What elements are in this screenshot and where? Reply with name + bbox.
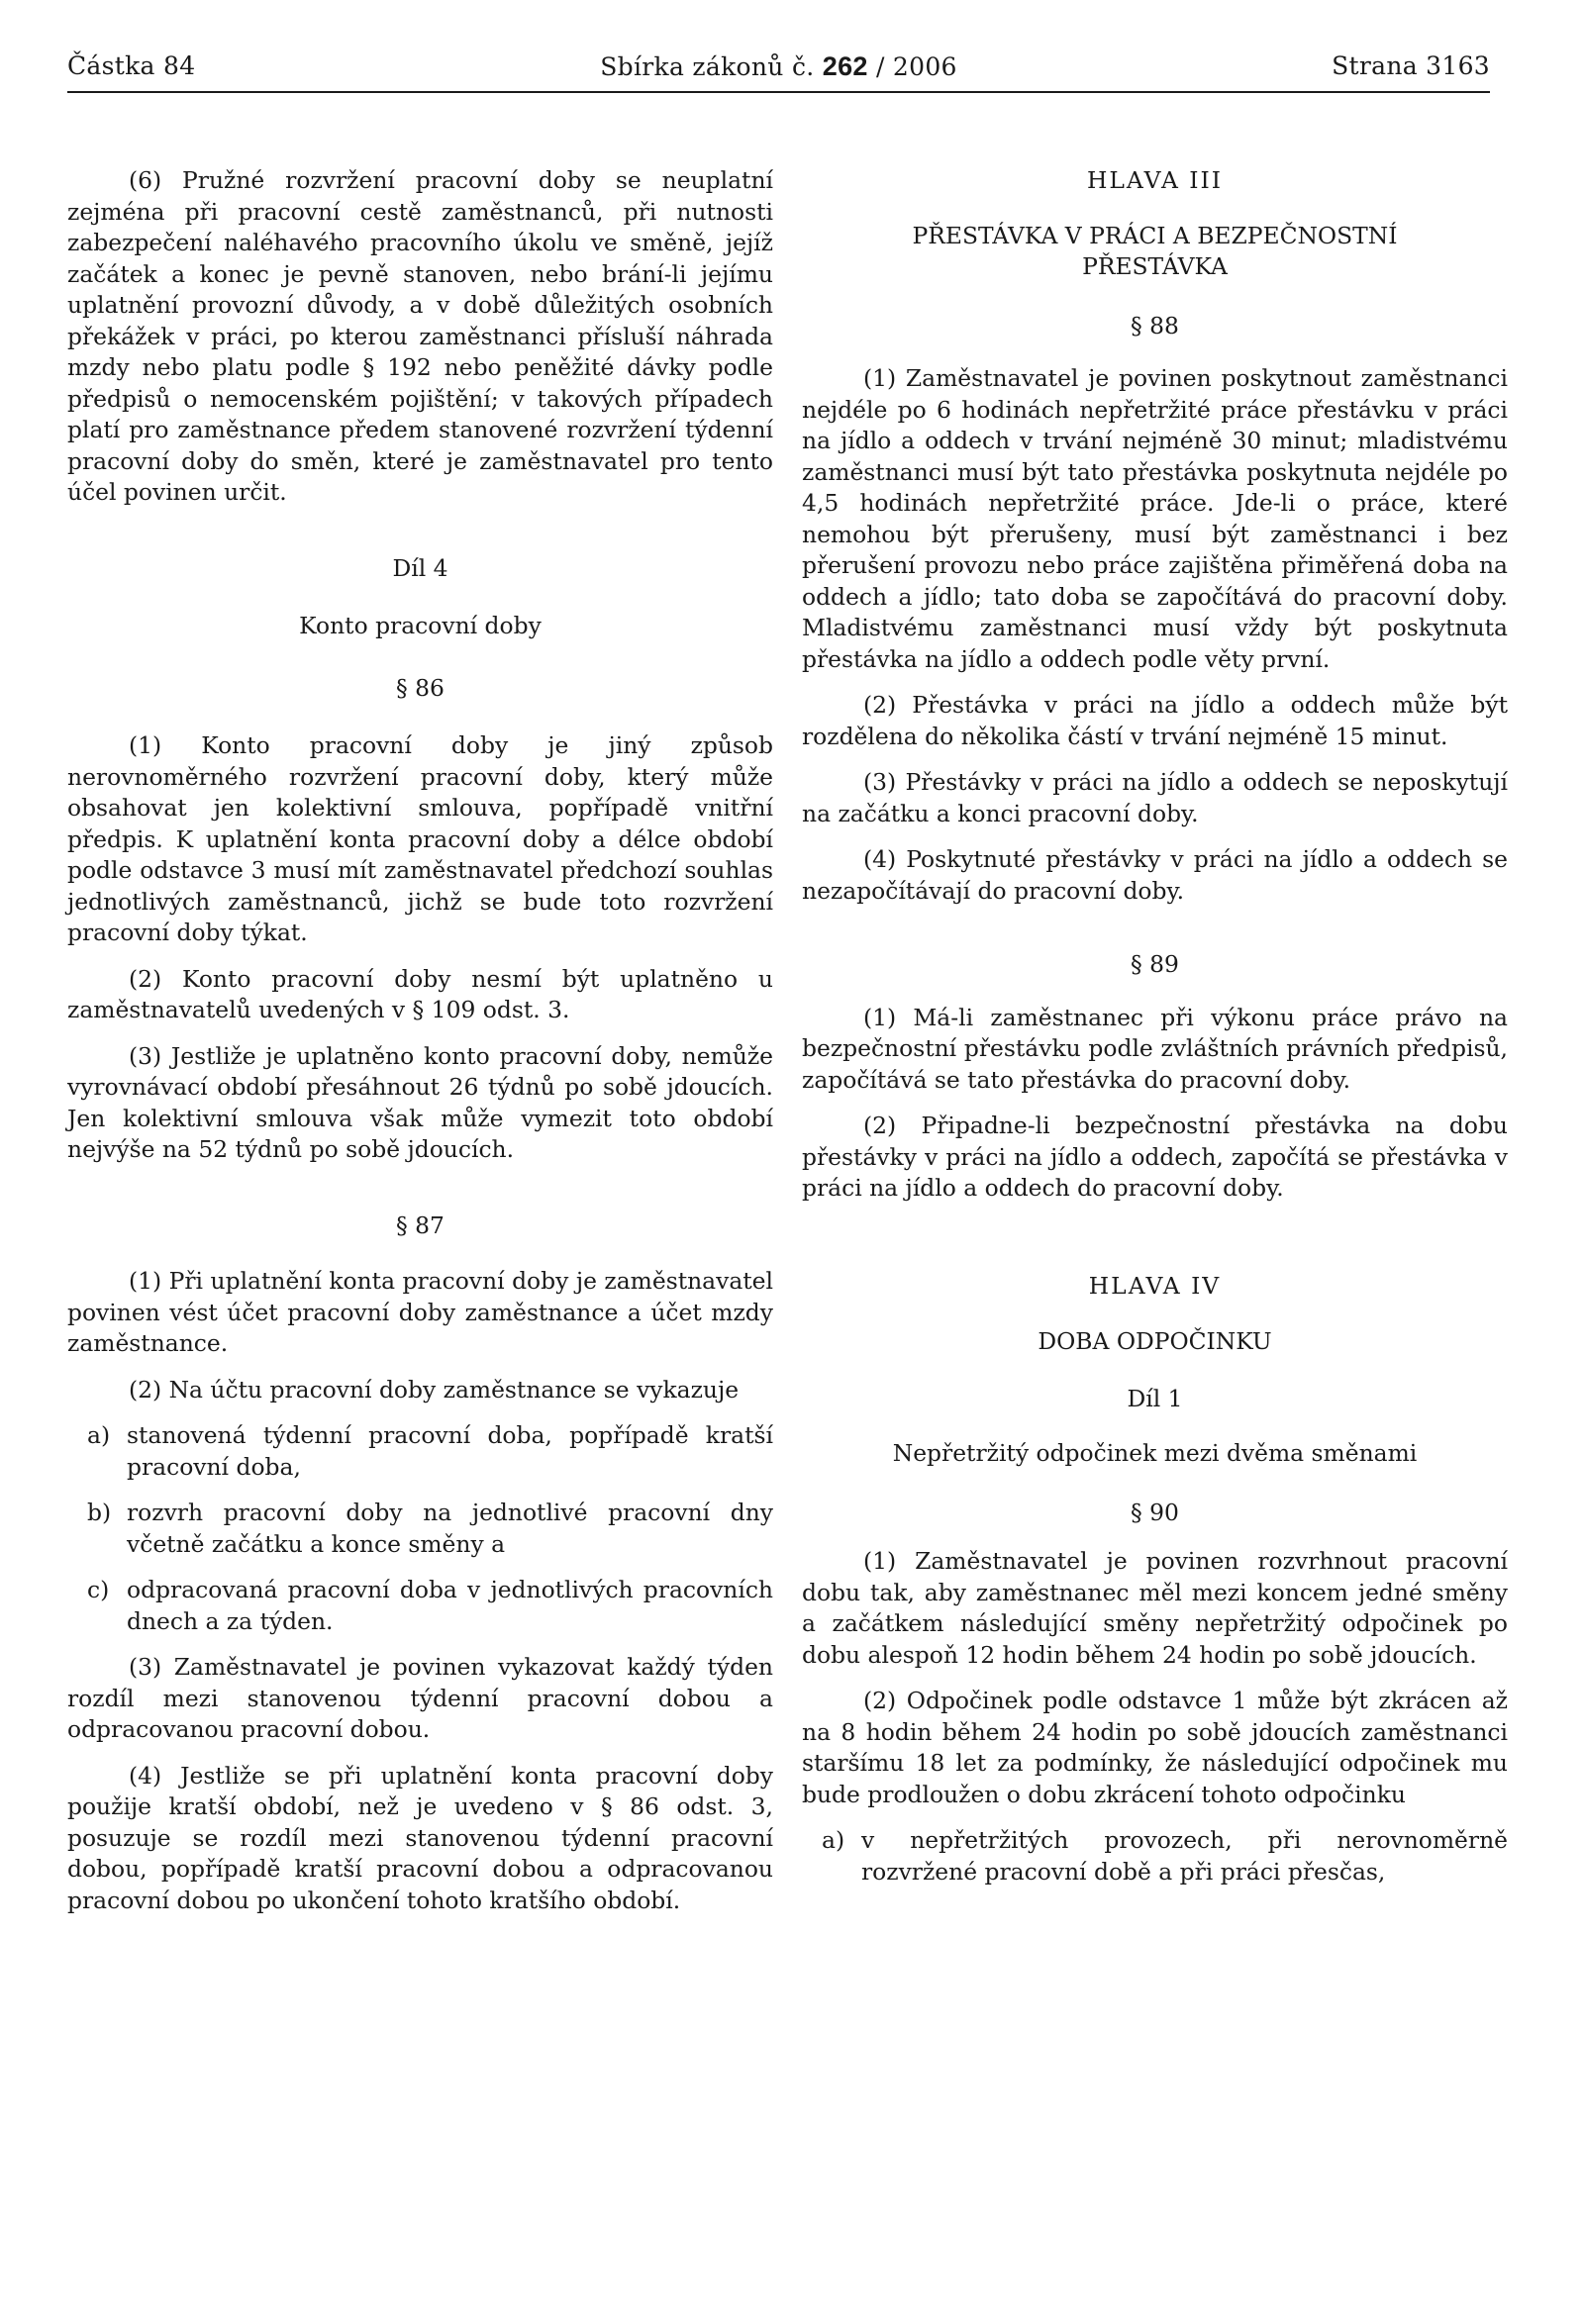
list-item-text: v nepřetržitých provozech, při nerovnoměrně rozvržené pracovní době a při práci přesčas, [861, 1826, 1508, 1886]
paragraph-88-2: (2) Přestávka v práci na jídlo a oddech může být rozdělena do několika částí v trvání nejméně 15 minut. [802, 691, 1508, 750]
paragraph-88-4: (4) Poskytnuté přestávky v práci na jídlo a oddech se nezapočítávají do pracovní doby. [802, 845, 1508, 905]
paragraph-89-2: (2) Připadne-li bezpečnostní přestávka na dobu přestávky v práci na jídlo a oddech, započítá se přestávka v práci na jídlo a oddech do pracovní doby. [802, 1112, 1508, 1202]
left-column [67, 165, 773, 1931]
header-part-number: Částka 84 [67, 51, 196, 80]
part-heading: Díl 4 [392, 553, 448, 582]
section-87-heading: § 87 [396, 1210, 445, 1239]
list-item [802, 1825, 1508, 1888]
header-law-number: 262 [822, 51, 868, 81]
list-item [67, 1575, 773, 1637]
part-1-title: Nepřetržitý odpočinek mezi dvěma směnami [892, 1439, 1418, 1467]
header-collection-prefix: Sbírka zákonů č. [600, 52, 815, 81]
chapter-3-title: PŘESTÁVKA V PRÁCI A BEZPEČNOSTNÍ PŘESTÁVKA [912, 221, 1398, 280]
chapter-4-heading: HLAVA IV [1088, 1271, 1222, 1300]
paragraph-87-4: (4) Jestliže se při uplatnění konta pracovní doby použije kratší období, než je uvedeno v § 86 odst. 3, posuzuje se rozdíl mezi stanovenou týdenní pracovní dobou, popřípadě kratší pracovní dobou a odpracovanou pracovní dobou po ukončení tohoto kratšího období. [67, 1761, 773, 1914]
paragraph-88-3: (3) Přestávky v práci na jídlo a oddech se neposkytují na začátku a konci pracovní doby. [802, 768, 1508, 827]
part-1-heading: Díl 1 [1127, 1384, 1183, 1412]
right-column [802, 165, 1508, 1902]
section-86-heading: § 86 [396, 673, 445, 702]
paragraph-86-3: (3) Jestliže je uplatněno konto pracovní doby, nemůže vyrovnávací období přesáhnout 26 týdnů po sobě jdoucích. Jen kolektivní smlouva však může vymezit toto období nejvýše na 52 týdnů po sobě jdoucích. [67, 1041, 773, 1163]
paragraph-86-1: (1) Konto pracovní doby je jiný způsob nerovnoměrného rozvržení pracovní doby, který může obsahovat jen kolektivní smlouva, popřípadě vnitřní předpis. K uplatnění konta pracovní doby a délce období podle odstavce 3 musí mít zaměstnavatel předchozí souhlas jednotlivých zaměstnanců, jichž se bude toto rozvržení pracovní doby týkat. [67, 731, 773, 946]
section-90-heading: § 90 [1131, 1498, 1179, 1526]
header-page-number: Strana 3163 [1332, 51, 1490, 80]
part-title: Konto pracovní doby [299, 612, 542, 639]
list-item-text: odpracovaná pracovní doba v jednotlivých pracovních dnech a za týden. [127, 1576, 773, 1635]
list-item-letter: b) [87, 1499, 112, 1526]
paragraph-90-2: (2) Odpočinek podle odstavce 1 může být zkrácen až na 8 hodin během 24 hodin po sobě jdoucích zaměstnanci staršímu 18 let za podmínky, že následující odpočinek mu bude prodloužen o dobu zkrácení tohoto odpočinku [802, 1687, 1508, 1808]
section-89-heading: § 89 [1131, 950, 1179, 978]
list-item-letter: a) [822, 1826, 845, 1854]
list-item [67, 1420, 773, 1483]
header-collection [67, 51, 1490, 82]
paragraph-89-1: (1) Má-li zaměstnanec při výkonu práce právo na bezpečnostní přestávku podle zvláštních právních předpisů, započítává se tato přestávka do pracovní doby. [802, 1003, 1508, 1094]
paragraph-87-3: (3) Zaměstnavatel je povinen vykazovat každý týden rozdíl mezi stanovenou týdenní pracovní dobou a odpracovanou pracovní dobou. [67, 1653, 773, 1743]
list-item-text: rozvrh pracovní doby na jednotlivé pracovní dny včetně začátku a konce směny a [127, 1499, 773, 1558]
paragraph-88-1: (1) Zaměstnavatel je povinen poskytnout zaměstnanci nejdéle po 6 hodinách nepřetržité práce přestávku v práci na jídlo a oddech v trvání nejméně 30 minut; mladistvému zaměstnanci musí být tato přestávka poskytnuta nejdéle po 4,5 hodinách nepřetržité práce. Jde-li o práce, které nemohou být přerušeny, musí být zaměstnanci i bez přerušení provozu nebo práce zajištěna přiměřená doba na oddech a jídlo; tato doba se započítává do pracovní doby. Mladistvému zaměstnanci musí vždy být poskytnuta přestávka na jídlo a oddech podle věty první. [802, 364, 1508, 673]
section-88-heading: § 88 [1131, 311, 1179, 339]
list-item [67, 1498, 773, 1560]
list-item-letter: a) [87, 1421, 111, 1449]
paragraph-90-1: (1) Zaměstnavatel je povinen rozvrhnout pracovní dobu tak, aby zaměstnanec měl mezi koncem jedné směny a začátkem následující směny nepřetržitý odpočinek po dobu alespoň 12 hodin během 24 hodin po sobě jdoucích. [802, 1547, 1508, 1669]
chapter-4-title: DOBA ODPOČINKU [1038, 1327, 1272, 1355]
list-item-text: stanovená týdenní pracovní doba, popřípadě kratší pracovní doba, [127, 1421, 773, 1481]
header-collection-year: / 2006 [875, 52, 957, 81]
list-item-letter: c) [87, 1576, 110, 1603]
paragraph-85-6: (6) Pružné rozvržení pracovní doby se neuplatní zejména při pracovní cestě zaměstnanců, při nutnosti zabezpečení naléhavého pracovního úkolu ve směně, jejíž začátek a konec je pevně stanoven, nebo brání-li jejímu uplatnění provozní důvody, a v době důležitých osobních překážek v práci, po kterou zaměstnanci přísluší náhrada mzdy nebo platu podle § 192 nebo peněžité dávky podle předpisů o nemocenském pojištění; v takových případech platí pro zaměstnance předem stanovené rozvržení týdenní pracovní doby do směn, které je zaměstnavatel pro tento účel povinen určit. [67, 166, 773, 506]
chapter-3-heading: HLAVA III [1086, 166, 1223, 194]
paragraph-87-2: (2) Na účtu pracovní doby zaměstnance se vykazuje [129, 1375, 740, 1404]
paragraph-87-1: (1) Při uplatnění konta pracovní doby je zaměstnavatel povinen vést účet pracovní doby zaměstnance a účet mzdy zaměstnance. [67, 1267, 773, 1357]
paragraph-86-2: (2) Konto pracovní doby nesmí být uplatněno u zaměstnavatelů uvedených v § 109 odst. 3. [67, 964, 773, 1023]
page-header [67, 48, 1490, 93]
